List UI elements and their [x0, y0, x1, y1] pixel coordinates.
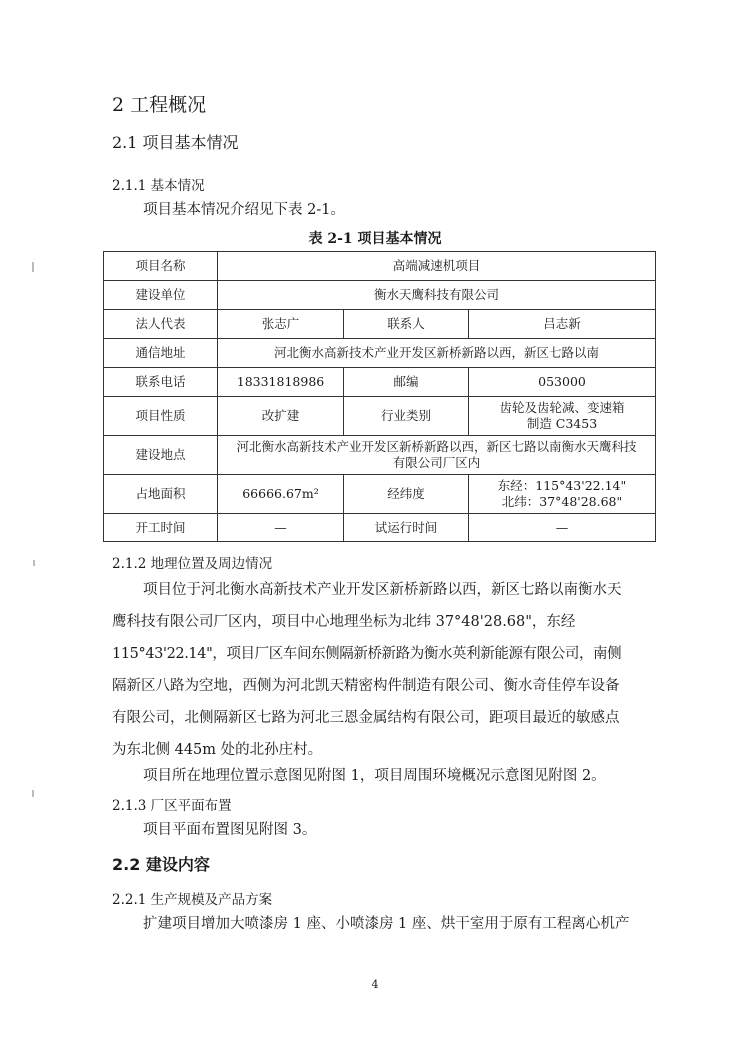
table-cell-value — [218, 436, 656, 475]
scan-mark — [32, 790, 34, 797]
section-heading-2-2: 2.2 建设内容 — [112, 855, 210, 874]
table-cell-label: 项目名称 — [104, 252, 218, 281]
table-cell-label: 联系电话 — [104, 368, 218, 397]
scan-mark — [32, 262, 34, 272]
table-cell-label: 项目性质 — [104, 397, 218, 436]
paragraph-line: 有限公司，北侧隔新区七路为河北三恩金属结构有限公司，距项目最近的敏感点 — [112, 710, 620, 726]
table-row — [104, 281, 656, 310]
table-row — [104, 339, 656, 368]
table-cell-label: 建设地点 — [104, 436, 218, 475]
table-cell-label: 行业类别 — [344, 397, 469, 436]
table-cell-label: 建设单位 — [104, 281, 218, 310]
table-cell-value: 18331818986 — [218, 368, 344, 397]
scale-paragraph: 扩建项目增加大喷漆房 1 座、小喷漆房 1 座、烘干室用于原有工程离心机产 — [143, 916, 630, 932]
table-cell-label: 占地面积 — [104, 475, 218, 514]
site-line: 河北衡水高新技术产业开发区新桥新路以西，新区七路以南衡水天鹰科技 — [236, 439, 637, 454]
subsection-heading-2-1-2: 2.1.2 地理位置及周边情况 — [112, 556, 273, 572]
project-info-table — [103, 251, 656, 542]
paragraph-line: 115°43'22.14"，项目厂区车间东侧隔新桥新路为衡水英利新能源有限公司，南侧 — [112, 646, 622, 662]
table-row — [104, 436, 656, 475]
table-row — [104, 475, 656, 514]
subsection-heading-2-1-3: 2.1.3 厂区平面布置 — [112, 798, 232, 814]
section-heading-2-1: 2.1 项目基本情况 — [112, 133, 239, 152]
scan-mark — [33, 560, 35, 566]
table-cell-label: 试运行时间 — [344, 514, 469, 542]
table-row — [104, 397, 656, 436]
table-row — [104, 514, 656, 542]
paragraph-line: 鹰科技有限公司厂区内，项目中心地理坐标为北纬 37°48'28.68"，东经 — [112, 614, 576, 630]
longitude-text: 东经：115°43'22.14" — [497, 478, 627, 493]
industry-line: 制造 C3453 — [526, 416, 598, 431]
table-cell-label: 邮编 — [344, 368, 469, 397]
table-row — [104, 368, 656, 397]
table-cell-value — [469, 397, 656, 436]
table-cell-value: — — [218, 514, 344, 542]
chapter-heading: 2 工程概况 — [112, 94, 207, 116]
table-row — [104, 252, 656, 281]
table-cell-label: 法人代表 — [104, 310, 218, 339]
page-number: 4 — [371, 978, 379, 991]
paragraph-line: 隔新区八路为空地，西侧为河北凯天精密构件制造有限公司、衡水奇佳停车设备 — [112, 678, 620, 694]
table-cell-value: 衡水天鹰科技有限公司 — [218, 281, 656, 310]
table-cell-value: 吕志新 — [469, 310, 656, 339]
table-cell-value: 河北衡水高新技术产业开发区新桥新路以西，新区七路以南 — [218, 339, 656, 368]
layout-paragraph: 项目平面布置图见附图 3。 — [143, 822, 317, 838]
paragraph-line: 为东北侧 445m 处的北孙庄村。 — [112, 742, 323, 758]
location-figures-paragraph: 项目所在地理位置示意图见附图 1，项目周围环境概况示意图见附图 2。 — [143, 768, 606, 784]
paragraph-line: 项目位于河北衡水高新技术产业开发区新桥新路以西，新区七路以南衡水天 — [143, 582, 622, 598]
table-cell-value: 66666.67m² — [218, 475, 344, 514]
industry-line: 齿轮及齿轮减、变速箱 — [499, 400, 625, 415]
subsection-heading-2-1-1: 2.1.1 基本情况 — [112, 178, 205, 194]
subsection-heading-2-2-1: 2.2.1 生产规模及产品方案 — [112, 892, 273, 908]
table-cell-value: 053000 — [469, 368, 656, 397]
location-paragraph — [112, 574, 632, 766]
latitude-text: 北纬：37°48'28.68" — [501, 494, 623, 509]
table-cell-label: 开工时间 — [104, 514, 218, 542]
table-cell-label: 经纬度 — [344, 475, 469, 514]
table-cell-value: — — [469, 514, 656, 542]
table-cell-value: 张志广 — [218, 310, 344, 339]
table-caption: 表 2-1 项目基本情况 — [308, 231, 442, 247]
table-cell-value — [469, 475, 656, 514]
table-row — [104, 310, 656, 339]
intro-paragraph: 项目基本情况介绍见下表 2-1。 — [143, 202, 345, 218]
table-cell-value: 高端减速机项目 — [218, 252, 656, 281]
table-cell-value: 改扩建 — [218, 397, 344, 436]
table-cell-label: 联系人 — [344, 310, 469, 339]
site-line: 有限公司厂区内 — [392, 455, 481, 470]
table-cell-label: 通信地址 — [104, 339, 218, 368]
